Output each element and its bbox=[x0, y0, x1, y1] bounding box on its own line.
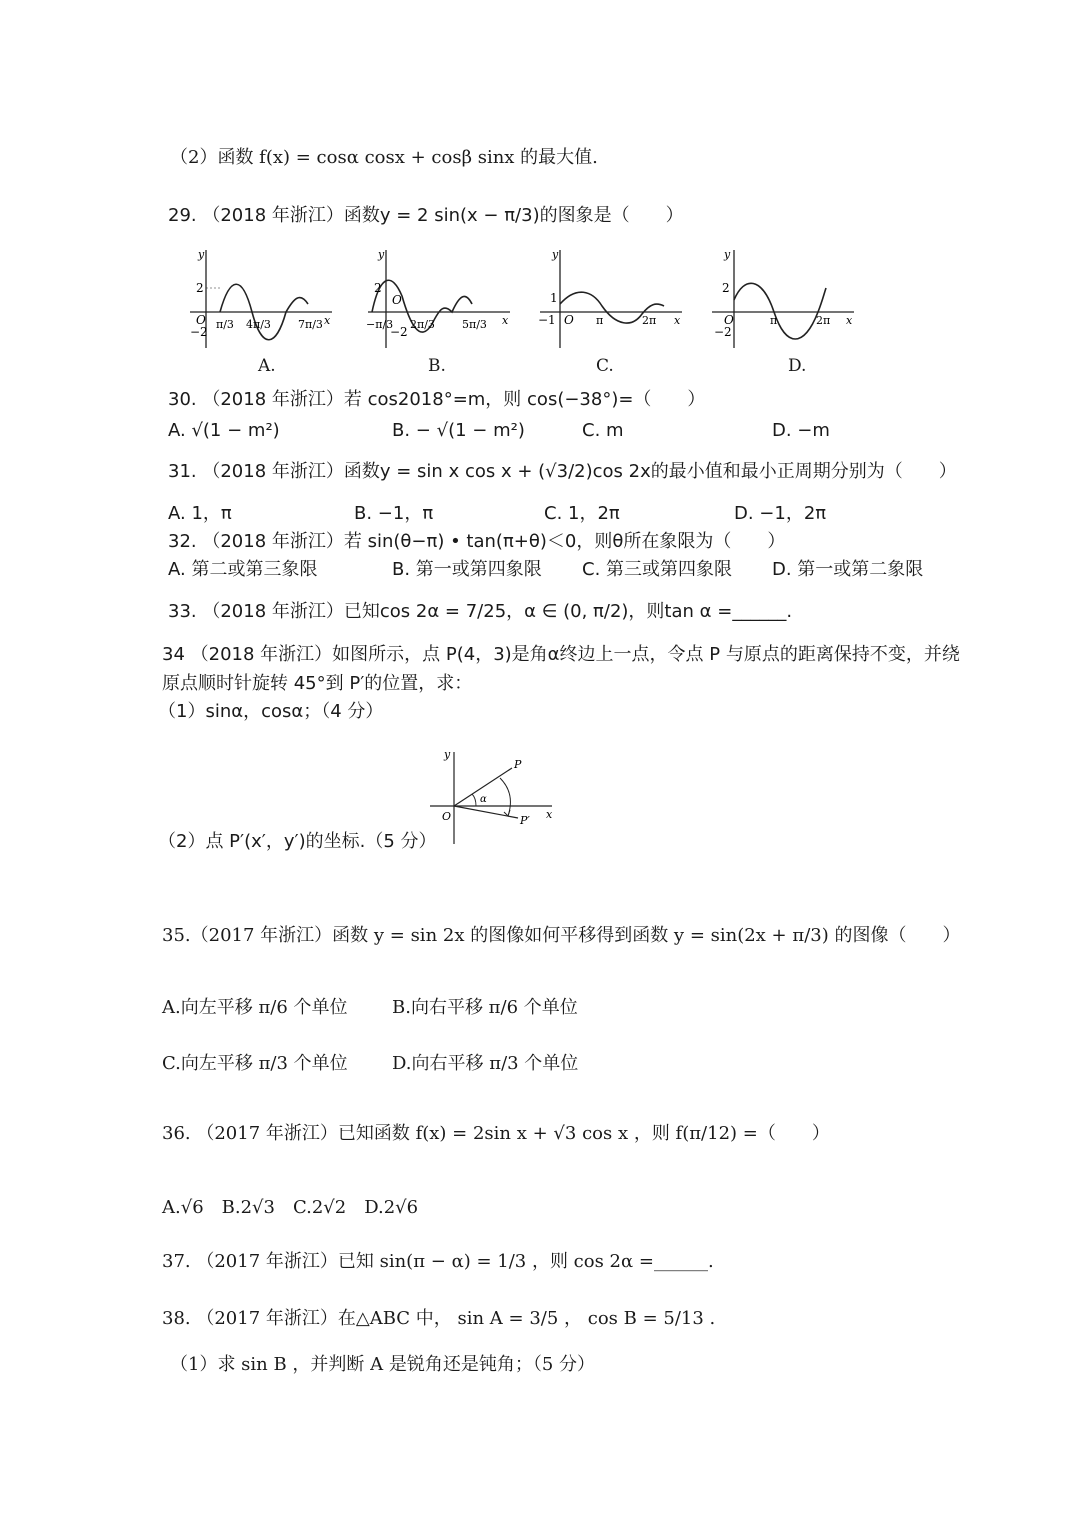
graph-a-x-tick-1: π/3 bbox=[216, 318, 234, 331]
q29-stem: 29. （2018 年浙江）函数y = 2 sin(x − π/3)的图象是（ ） bbox=[168, 205, 684, 226]
q32-option-c: C. 第三或第四象限 bbox=[582, 559, 733, 580]
q35-option-d: D.向右平移 π/3 个单位 bbox=[392, 1053, 579, 1074]
graph-a-origin: O bbox=[196, 313, 206, 327]
q31-option-b: B. −1，π bbox=[354, 503, 434, 524]
graph-d-y-tick-neg2: −2 bbox=[714, 325, 732, 339]
graph-c-y-tick-neg1: −1 bbox=[538, 313, 556, 327]
q29-graph-a bbox=[186, 244, 336, 354]
q29-graph-d bbox=[708, 244, 858, 354]
graph-d-y-axis-label: y bbox=[724, 248, 731, 261]
graph-c-origin: O bbox=[564, 313, 574, 327]
graph-a-x-tick-3: 7π/3 bbox=[298, 318, 323, 331]
q38-stem: 38. （2017 年浙江）在△ABC 中， sin A = 3/5 ， cos B = 5/13 . bbox=[162, 1308, 716, 1329]
graph-d-x-tick-1: π bbox=[770, 314, 778, 327]
q30-option-c: C. m bbox=[582, 420, 624, 441]
q34-figure-y-axis: y bbox=[444, 748, 451, 761]
q34-part2: （2）点 P′(x′，y′)的坐标.（5 分） bbox=[158, 831, 437, 852]
q36-stem: 36. （2017 年浙江）已知函数 f(x) = 2sin x + √3 cos x ，则 f(π/12) =（ ） bbox=[162, 1123, 830, 1144]
q35-option-b: B.向右平移 π/6 个单位 bbox=[392, 997, 578, 1018]
graph-a-x-axis-label: x bbox=[324, 314, 331, 327]
graph-b-y-axis-label: y bbox=[378, 248, 385, 261]
q34-figure-point-p-prime: P′ bbox=[520, 814, 530, 827]
q29-graph-d-label: D. bbox=[788, 356, 807, 376]
graph-c-x-axis-label: x bbox=[674, 314, 681, 327]
q29-graph-b bbox=[364, 244, 514, 354]
q28-part2: （2）函数 f(x) = cosα cosx + cosβ sinx 的最大值. bbox=[170, 147, 598, 168]
q32-option-b: B. 第一或第四象限 bbox=[392, 559, 542, 580]
q29-graph-c-label: C. bbox=[596, 356, 614, 376]
graph-b-x-tick-2: 2π/3 bbox=[410, 318, 435, 331]
q37-stem: 37. （2017 年浙江）已知 sin(π − α) = 1/3 ，则 cos 2α =______. bbox=[162, 1251, 714, 1272]
graph-b-origin: O bbox=[392, 293, 402, 307]
graph-a-y-tick-2: 2 bbox=[196, 281, 204, 295]
q38-part1: （1）求 sin B ，并判断 A 是锐角还是钝角；（5 分） bbox=[170, 1354, 596, 1375]
q34-stem-line2: 原点顺时针旋转 45°到 P′的位置，求： bbox=[162, 673, 473, 694]
graph-c-y-axis-label: y bbox=[552, 248, 559, 261]
graph-a-x-tick-2: 4π/3 bbox=[246, 318, 271, 331]
q36-options: A.√6 B.2√3 C.2√2 D.2√6 bbox=[162, 1197, 419, 1218]
q34-figure-angle: α bbox=[480, 794, 487, 805]
q32-option-a: A. 第二或第三象限 bbox=[168, 559, 318, 580]
graph-c-x-tick-2: 2π bbox=[642, 314, 657, 327]
graph-c-x-tick-1: π bbox=[596, 314, 604, 327]
graph-b-x-tick-1: −π/3 bbox=[366, 318, 394, 331]
graph-b-y-tick-neg2: −2 bbox=[390, 325, 408, 339]
q30-stem: 30. （2018 年浙江）若 cos2018°=m，则 cos(−38°)=（ ） bbox=[168, 389, 706, 410]
q32-option-d: D. 第一或第二象限 bbox=[772, 559, 924, 580]
q34-figure-origin: O bbox=[442, 810, 452, 823]
graph-c-y-tick-1: 1 bbox=[550, 291, 558, 305]
q35-stem: 35.（2017 年浙江）函数 y = sin 2x 的图像如何平移得到函数 y = sin(2x + π/3) 的图像（ ） bbox=[162, 925, 961, 946]
q32-stem: 32. （2018 年浙江）若 sin(θ−π) • tan(π+θ)＜0，则θ所在象限为（ ） bbox=[168, 531, 786, 552]
graph-b-y-tick-2: 2 bbox=[374, 281, 382, 295]
graph-d-y-tick-2: 2 bbox=[722, 281, 730, 295]
q35-option-c: C.向左平移 π/3 个单位 bbox=[162, 1053, 348, 1074]
q29-graph-a-label: A. bbox=[258, 356, 276, 376]
q33-stem: 33. （2018 年浙江）已知cos 2α = 7/25，α ∈ (0, π/2)，则tan α =______. bbox=[168, 601, 793, 622]
q31-option-a: A. 1，π bbox=[168, 503, 232, 524]
q34-figure-x-axis: x bbox=[546, 808, 553, 821]
q31-stem: 31. （2018 年浙江）函数y = sin x cos x + (√3/2)cos 2x的最小值和最小正周期分别为（ ） bbox=[168, 461, 957, 482]
q34-part1: （1）sinα，cosα；（4 分） bbox=[158, 701, 384, 722]
q30-option-d: D. −m bbox=[772, 420, 830, 441]
graph-d-x-axis-label: x bbox=[846, 314, 853, 327]
graph-d-origin: O bbox=[724, 313, 734, 327]
graph-b-x-axis-label: x bbox=[502, 314, 509, 327]
q31-option-d: D. −1，2π bbox=[734, 503, 827, 524]
q30-option-a: A. √(1 − m²) bbox=[168, 420, 280, 441]
q29-graph-c bbox=[536, 244, 686, 354]
q35-option-a: A.向左平移 π/6 个单位 bbox=[162, 997, 348, 1018]
q34-stem-line1: 34 （2018 年浙江）如图所示，点 P(4，3)是角α终边上一点，令点 P 与原点的距离保持不变，并绕 bbox=[162, 644, 960, 665]
graph-a-y-axis-label: y bbox=[198, 248, 205, 261]
graph-d-x-tick-2: 2π bbox=[816, 314, 831, 327]
q31-option-c: C. 1，2π bbox=[544, 503, 620, 524]
q34-rotation-figure bbox=[428, 748, 558, 848]
q29-graph-b-label: B. bbox=[428, 356, 446, 376]
q30-option-b: B. − √(1 − m²) bbox=[392, 420, 525, 441]
graph-a-y-tick-neg2: −2 bbox=[190, 325, 208, 339]
q34-figure-point-p: P bbox=[514, 758, 522, 771]
graph-b-x-tick-3: 5π/3 bbox=[462, 318, 487, 331]
